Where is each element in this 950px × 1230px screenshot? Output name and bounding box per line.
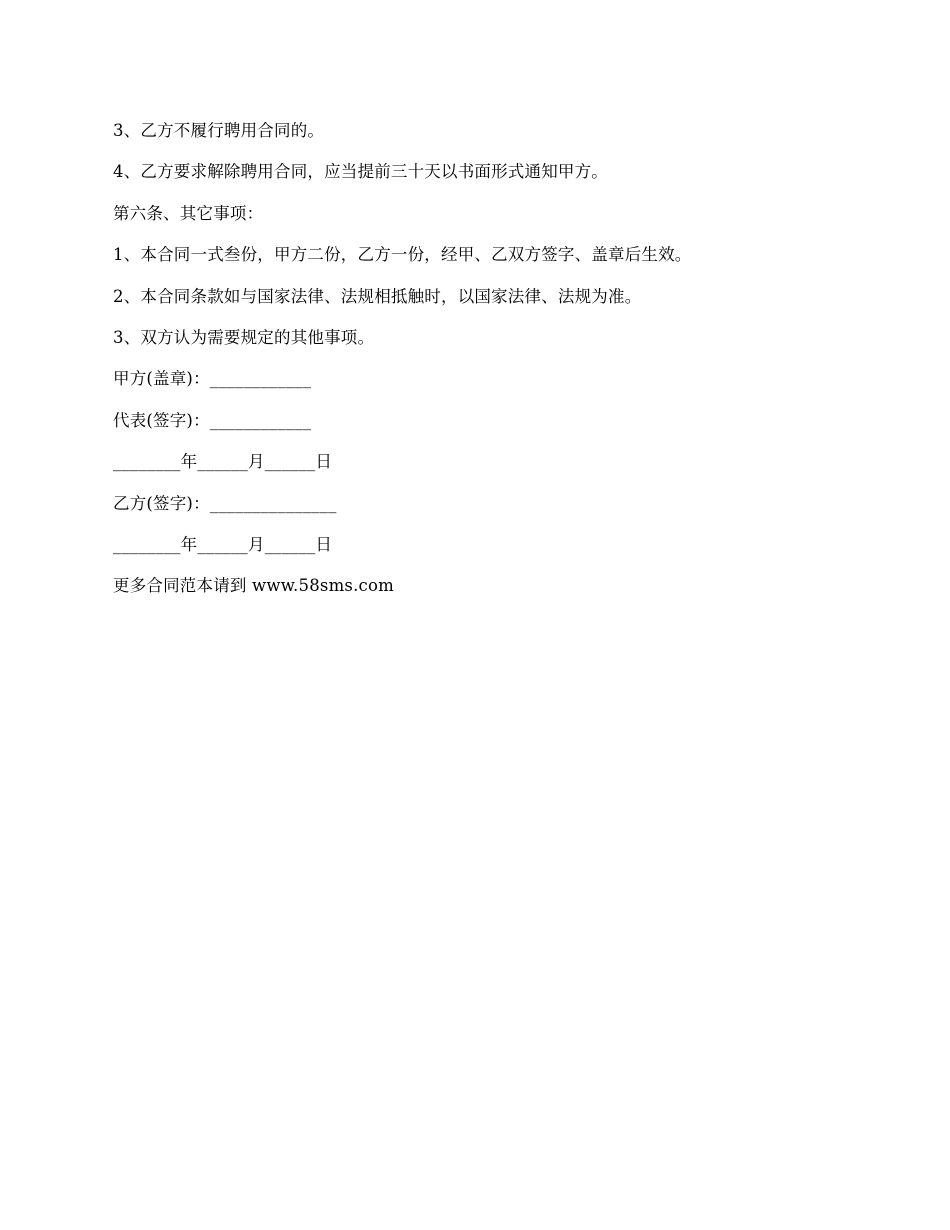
party-a-date-line: ________年______月______日	[113, 452, 333, 472]
party-b-date-line: ________年______月______日	[113, 534, 333, 554]
article-6-item-1: 1、本合同一式叁份，甲方二份，乙方一份，经甲、乙双方签字、盖章后生效。	[113, 245, 692, 265]
clause-4-termination-notice: 4、乙方要求解除聘用合同，应当提前三十天以书面形式通知甲方。	[113, 162, 608, 182]
clause-3-breach: 3、乙方不履行聘用合同的。	[113, 121, 325, 140]
document-body	[113, 110, 853, 607]
footer-note: 更多合同范本请到 www.58sms.com	[113, 576, 394, 596]
representative-signature-line: 代表(签字)：____________	[113, 410, 312, 430]
article-6-item-3: 3、双方认为需要规定的其他事项。	[113, 327, 375, 347]
party-b-signature-line: 乙方(签字)：_______________	[113, 493, 337, 513]
article-6-heading: 第六条、其它事项：	[113, 203, 264, 223]
party-a-seal-line: 甲方(盖章)：____________	[113, 369, 312, 389]
article-6-item-2: 2、本合同条款如与国家法律、法规相抵触时，以国家法律、法规为准。	[113, 286, 642, 306]
